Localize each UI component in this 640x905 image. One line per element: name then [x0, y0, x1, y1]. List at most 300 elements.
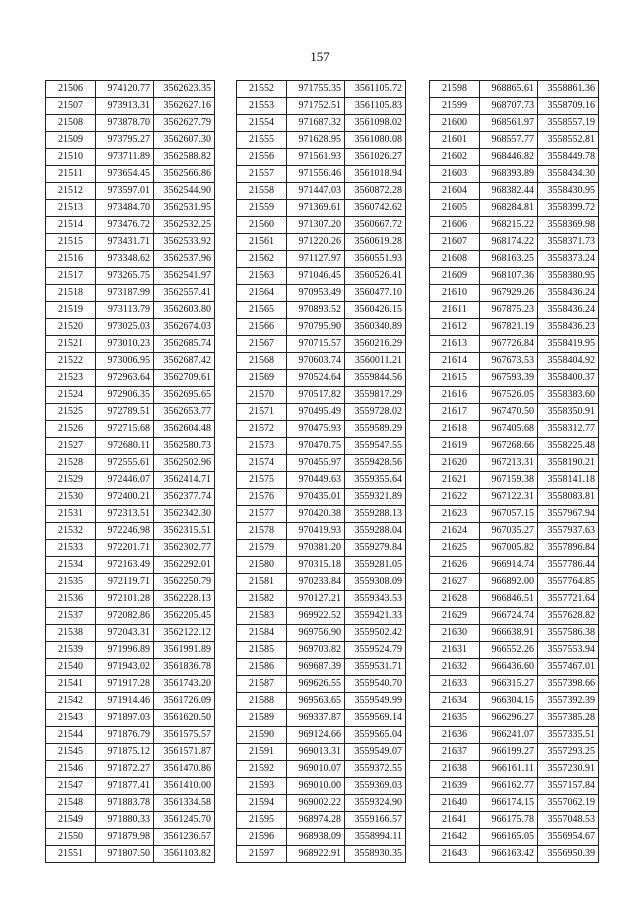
table-row — [46, 506, 215, 523]
point-number-cell: 21631 — [430, 642, 480, 659]
point-number-cell: 21567 — [237, 336, 287, 353]
table-row — [237, 829, 406, 846]
point-number-cell: 21623 — [430, 506, 480, 523]
point-number-cell: 21553 — [237, 98, 287, 115]
x-coordinate-cell: 973113.79 — [96, 302, 154, 319]
table-row — [430, 778, 599, 795]
x-coordinate-cell: 968107.36 — [480, 268, 538, 285]
y-coordinate-cell: 3558141.18 — [538, 472, 599, 489]
table-row — [237, 166, 406, 183]
point-number-cell: 21527 — [46, 438, 96, 455]
table-row — [237, 234, 406, 251]
y-coordinate-cell: 3557048.53 — [538, 812, 599, 829]
table-row — [430, 166, 599, 183]
y-coordinate-cell: 3559369.03 — [345, 778, 406, 795]
point-number-cell: 21614 — [430, 353, 480, 370]
point-number-cell: 21618 — [430, 421, 480, 438]
x-coordinate-cell: 966436.60 — [480, 659, 538, 676]
table-row — [46, 846, 215, 863]
point-number-cell: 21542 — [46, 693, 96, 710]
point-number-cell: 21632 — [430, 659, 480, 676]
y-coordinate-cell: 3558400.37 — [538, 370, 599, 387]
point-number-cell: 21634 — [430, 693, 480, 710]
y-coordinate-cell: 3561571.87 — [154, 744, 215, 761]
table-row — [430, 149, 599, 166]
table-row — [237, 710, 406, 727]
point-number-cell: 21557 — [237, 166, 287, 183]
table-row — [430, 523, 599, 540]
point-number-cell: 21511 — [46, 166, 96, 183]
x-coordinate-cell: 967159.38 — [480, 472, 538, 489]
x-coordinate-cell: 972201.71 — [96, 540, 154, 557]
point-number-cell: 21575 — [237, 472, 287, 489]
x-coordinate-cell: 966914.74 — [480, 557, 538, 574]
page-number: 157 — [310, 49, 330, 64]
point-number-cell: 21524 — [46, 387, 96, 404]
x-coordinate-cell: 971943.02 — [96, 659, 154, 676]
point-number-cell: 21554 — [237, 115, 287, 132]
table-row — [237, 200, 406, 217]
y-coordinate-cell: 3559549.99 — [345, 693, 406, 710]
point-number-cell: 21589 — [237, 710, 287, 727]
x-coordinate-cell: 971369.61 — [287, 200, 345, 217]
point-number-cell: 21506 — [46, 81, 96, 98]
point-number-cell: 21585 — [237, 642, 287, 659]
y-coordinate-cell: 3557392.39 — [538, 693, 599, 710]
table-row — [46, 591, 215, 608]
y-coordinate-cell: 3560011.21 — [345, 353, 406, 370]
x-coordinate-cell: 971556.46 — [287, 166, 345, 183]
x-coordinate-cell: 971883.78 — [96, 795, 154, 812]
y-coordinate-cell: 3562566.86 — [154, 166, 215, 183]
x-coordinate-cell: 972789.51 — [96, 404, 154, 421]
x-coordinate-cell: 972715.68 — [96, 421, 154, 438]
point-number-cell: 21560 — [237, 217, 287, 234]
y-coordinate-cell: 3558373.24 — [538, 251, 599, 268]
table-row — [237, 438, 406, 455]
y-coordinate-cell: 3559569.14 — [345, 710, 406, 727]
x-coordinate-cell: 972555.61 — [96, 455, 154, 472]
table-row — [46, 132, 215, 149]
y-coordinate-cell: 3557896.84 — [538, 540, 599, 557]
table-row — [430, 132, 599, 149]
y-coordinate-cell: 3562607.30 — [154, 132, 215, 149]
point-number-cell: 21581 — [237, 574, 287, 591]
x-coordinate-cell: 966638.91 — [480, 625, 538, 642]
point-number-cell: 21558 — [237, 183, 287, 200]
point-number-cell: 21636 — [430, 727, 480, 744]
y-coordinate-cell: 3562557.41 — [154, 285, 215, 302]
table-row — [46, 81, 215, 98]
point-number-cell: 21586 — [237, 659, 287, 676]
y-coordinate-cell: 3557721.64 — [538, 591, 599, 608]
x-coordinate-cell: 971872.27 — [96, 761, 154, 778]
x-coordinate-cell: 966241.07 — [480, 727, 538, 744]
table-row — [46, 778, 215, 795]
point-number-cell: 21597 — [237, 846, 287, 863]
y-coordinate-cell: 3558225.48 — [538, 438, 599, 455]
y-coordinate-cell: 3558994.11 — [345, 829, 406, 846]
x-coordinate-cell: 968163.25 — [480, 251, 538, 268]
y-coordinate-cell: 3559547.55 — [345, 438, 406, 455]
y-coordinate-cell: 3559324.90 — [345, 795, 406, 812]
point-number-cell: 21523 — [46, 370, 96, 387]
point-number-cell: 21559 — [237, 200, 287, 217]
x-coordinate-cell: 971127.97 — [287, 251, 345, 268]
x-coordinate-cell: 972119.71 — [96, 574, 154, 591]
table-row — [46, 285, 215, 302]
y-coordinate-cell: 3557764.85 — [538, 574, 599, 591]
y-coordinate-cell: 3557786.44 — [538, 557, 599, 574]
x-coordinate-cell: 969922.52 — [287, 608, 345, 625]
y-coordinate-cell: 3561236.57 — [154, 829, 215, 846]
y-coordinate-cell: 3562205.45 — [154, 608, 215, 625]
point-number-cell: 21547 — [46, 778, 96, 795]
table-row — [430, 370, 599, 387]
y-coordinate-cell: 3562544.90 — [154, 183, 215, 200]
table-row — [237, 285, 406, 302]
table-row — [430, 625, 599, 642]
y-coordinate-cell: 3562531.95 — [154, 200, 215, 217]
y-coordinate-cell: 3557335.51 — [538, 727, 599, 744]
x-coordinate-cell: 967268.66 — [480, 438, 538, 455]
table-row — [46, 625, 215, 642]
table-row — [237, 98, 406, 115]
table-row — [237, 149, 406, 166]
x-coordinate-cell: 968284.81 — [480, 200, 538, 217]
table-row — [430, 115, 599, 132]
y-coordinate-cell: 3558449.78 — [538, 149, 599, 166]
table-row — [46, 608, 215, 625]
point-number-cell: 21576 — [237, 489, 287, 506]
x-coordinate-cell: 969756.90 — [287, 625, 345, 642]
x-coordinate-cell: 973348.62 — [96, 251, 154, 268]
y-coordinate-cell: 3562533.92 — [154, 234, 215, 251]
y-coordinate-cell: 3558083.81 — [538, 489, 599, 506]
x-coordinate-cell: 967213.31 — [480, 455, 538, 472]
point-number-cell: 21536 — [46, 591, 96, 608]
y-coordinate-cell: 3557230.91 — [538, 761, 599, 778]
x-coordinate-cell: 968215.22 — [480, 217, 538, 234]
point-number-cell: 21599 — [430, 98, 480, 115]
point-number-cell: 21521 — [46, 336, 96, 353]
point-number-cell: 21515 — [46, 234, 96, 251]
x-coordinate-cell: 969010.07 — [287, 761, 345, 778]
table-row — [237, 302, 406, 319]
y-coordinate-cell: 3558436.23 — [538, 319, 599, 336]
table-row — [46, 795, 215, 812]
y-coordinate-cell: 3558709.16 — [538, 98, 599, 115]
point-number-cell: 21627 — [430, 574, 480, 591]
point-number-cell: 21514 — [46, 217, 96, 234]
x-coordinate-cell: 971875.12 — [96, 744, 154, 761]
point-number-cell: 21595 — [237, 812, 287, 829]
y-coordinate-cell: 3561470.86 — [154, 761, 215, 778]
x-coordinate-cell: 970524.64 — [287, 370, 345, 387]
y-coordinate-cell: 3559524.79 — [345, 642, 406, 659]
x-coordinate-cell: 970419.93 — [287, 523, 345, 540]
table-row — [430, 676, 599, 693]
table-row — [237, 404, 406, 421]
x-coordinate-cell: 970315.18 — [287, 557, 345, 574]
y-coordinate-cell: 3559502.42 — [345, 625, 406, 642]
x-coordinate-cell: 969337.87 — [287, 710, 345, 727]
table-row — [46, 710, 215, 727]
x-coordinate-cell: 968557.77 — [480, 132, 538, 149]
x-coordinate-cell: 967005.82 — [480, 540, 538, 557]
y-coordinate-cell: 3559343.53 — [345, 591, 406, 608]
y-coordinate-cell: 3558861.36 — [538, 81, 599, 98]
x-coordinate-cell: 968561.97 — [480, 115, 538, 132]
point-number-cell: 21574 — [237, 455, 287, 472]
x-coordinate-cell: 972246.98 — [96, 523, 154, 540]
y-coordinate-cell: 3560340.89 — [345, 319, 406, 336]
x-coordinate-cell: 972313.51 — [96, 506, 154, 523]
point-number-cell: 21522 — [46, 353, 96, 370]
y-coordinate-cell: 3557062.19 — [538, 795, 599, 812]
x-coordinate-cell: 970470.75 — [287, 438, 345, 455]
x-coordinate-cell: 971046.45 — [287, 268, 345, 285]
table-row — [237, 523, 406, 540]
point-number-cell: 21582 — [237, 591, 287, 608]
x-coordinate-cell: 966199.27 — [480, 744, 538, 761]
x-coordinate-cell: 973913.31 — [96, 98, 154, 115]
y-coordinate-cell: 3562627.79 — [154, 115, 215, 132]
point-number-cell: 21534 — [46, 557, 96, 574]
table-row — [46, 353, 215, 370]
table-row — [237, 319, 406, 336]
y-coordinate-cell: 3558404.92 — [538, 353, 599, 370]
point-number-cell: 21562 — [237, 251, 287, 268]
point-number-cell: 21635 — [430, 710, 480, 727]
y-coordinate-cell: 3560477.10 — [345, 285, 406, 302]
x-coordinate-cell: 966175.78 — [480, 812, 538, 829]
x-coordinate-cell: 968446.82 — [480, 149, 538, 166]
point-number-cell: 21516 — [46, 251, 96, 268]
x-coordinate-cell: 972101.28 — [96, 591, 154, 608]
point-number-cell: 21568 — [237, 353, 287, 370]
table-row — [430, 268, 599, 285]
point-number-cell: 21520 — [46, 319, 96, 336]
point-number-cell: 21529 — [46, 472, 96, 489]
y-coordinate-cell: 3561245.70 — [154, 812, 215, 829]
table-row — [46, 98, 215, 115]
x-coordinate-cell: 971914.46 — [96, 693, 154, 710]
x-coordinate-cell: 967122.31 — [480, 489, 538, 506]
table-row — [46, 370, 215, 387]
y-coordinate-cell: 3559728.02 — [345, 404, 406, 421]
table-row — [430, 472, 599, 489]
y-coordinate-cell: 3558552.81 — [538, 132, 599, 149]
table-row — [430, 557, 599, 574]
x-coordinate-cell: 971897.03 — [96, 710, 154, 727]
point-number-cell: 21629 — [430, 608, 480, 625]
table-row — [46, 642, 215, 659]
point-number-cell: 21602 — [430, 149, 480, 166]
point-number-cell: 21639 — [430, 778, 480, 795]
point-number-cell: 21584 — [237, 625, 287, 642]
point-number-cell: 21548 — [46, 795, 96, 812]
y-coordinate-cell: 3561018.94 — [345, 166, 406, 183]
y-coordinate-cell: 3560426.15 — [345, 302, 406, 319]
y-coordinate-cell: 3558930.35 — [345, 846, 406, 863]
y-coordinate-cell: 3559288.04 — [345, 523, 406, 540]
point-number-cell: 21543 — [46, 710, 96, 727]
point-number-cell: 21615 — [430, 370, 480, 387]
point-number-cell: 21616 — [430, 387, 480, 404]
y-coordinate-cell: 3562302.77 — [154, 540, 215, 557]
x-coordinate-cell: 971307.20 — [287, 217, 345, 234]
point-number-cell: 21592 — [237, 761, 287, 778]
point-number-cell: 21544 — [46, 727, 96, 744]
x-coordinate-cell: 969687.39 — [287, 659, 345, 676]
table-row — [430, 404, 599, 421]
table-row — [237, 217, 406, 234]
table-row — [237, 625, 406, 642]
table-row — [430, 251, 599, 268]
y-coordinate-cell: 3559589.29 — [345, 421, 406, 438]
x-coordinate-cell: 972163.49 — [96, 557, 154, 574]
point-number-cell: 21569 — [237, 370, 287, 387]
y-coordinate-cell: 3560667.72 — [345, 217, 406, 234]
y-coordinate-cell: 3562537.96 — [154, 251, 215, 268]
table-row — [237, 659, 406, 676]
y-coordinate-cell: 3562315.51 — [154, 523, 215, 540]
point-number-cell: 21563 — [237, 268, 287, 285]
table-row — [46, 744, 215, 761]
y-coordinate-cell: 3558371.73 — [538, 234, 599, 251]
x-coordinate-cell: 971879.98 — [96, 829, 154, 846]
table-row — [430, 642, 599, 659]
y-coordinate-cell: 3559540.70 — [345, 676, 406, 693]
table-row — [430, 574, 599, 591]
point-number-cell: 21603 — [430, 166, 480, 183]
point-number-cell: 21594 — [237, 795, 287, 812]
y-coordinate-cell: 3561410.00 — [154, 778, 215, 795]
point-number-cell: 21556 — [237, 149, 287, 166]
table-row — [46, 523, 215, 540]
x-coordinate-cell: 971807.50 — [96, 846, 154, 863]
y-coordinate-cell: 3558312.77 — [538, 421, 599, 438]
x-coordinate-cell: 966296.27 — [480, 710, 538, 727]
point-number-cell: 21588 — [237, 693, 287, 710]
y-coordinate-cell: 3562250.79 — [154, 574, 215, 591]
table-row — [430, 302, 599, 319]
y-coordinate-cell: 3560619.28 — [345, 234, 406, 251]
y-coordinate-cell: 3559565.04 — [345, 727, 406, 744]
table-row — [46, 829, 215, 846]
table-row — [237, 557, 406, 574]
table-row — [430, 761, 599, 778]
table-row — [430, 540, 599, 557]
point-number-cell: 21571 — [237, 404, 287, 421]
point-number-cell: 21550 — [46, 829, 96, 846]
x-coordinate-cell: 972043.31 — [96, 625, 154, 642]
y-coordinate-cell: 3559321.89 — [345, 489, 406, 506]
x-coordinate-cell: 966724.74 — [480, 608, 538, 625]
x-coordinate-cell: 966165.05 — [480, 829, 538, 846]
table-row — [237, 387, 406, 404]
point-number-cell: 21532 — [46, 523, 96, 540]
x-coordinate-cell: 973711.89 — [96, 149, 154, 166]
x-coordinate-cell: 970475.93 — [287, 421, 345, 438]
x-coordinate-cell: 967821.19 — [480, 319, 538, 336]
x-coordinate-cell: 970495.49 — [287, 404, 345, 421]
table-row — [46, 234, 215, 251]
table-row — [430, 234, 599, 251]
x-coordinate-cell: 966161.11 — [480, 761, 538, 778]
x-coordinate-cell: 967470.50 — [480, 404, 538, 421]
point-number-cell: 21564 — [237, 285, 287, 302]
table-row — [46, 761, 215, 778]
point-number-cell: 21613 — [430, 336, 480, 353]
point-number-cell: 21587 — [237, 676, 287, 693]
x-coordinate-cell: 971220.26 — [287, 234, 345, 251]
table-row — [237, 455, 406, 472]
table-row — [237, 115, 406, 132]
table-row — [237, 540, 406, 557]
table-row — [430, 693, 599, 710]
point-number-cell: 21551 — [46, 846, 96, 863]
x-coordinate-cell: 968382.44 — [480, 183, 538, 200]
y-coordinate-cell: 3558436.24 — [538, 302, 599, 319]
x-coordinate-cell: 972446.07 — [96, 472, 154, 489]
point-number-cell: 21530 — [46, 489, 96, 506]
point-number-cell: 21590 — [237, 727, 287, 744]
table-row — [46, 183, 215, 200]
y-coordinate-cell: 3561836.78 — [154, 659, 215, 676]
y-coordinate-cell: 3556954.67 — [538, 829, 599, 846]
y-coordinate-cell: 3561098.02 — [345, 115, 406, 132]
table-row — [46, 217, 215, 234]
point-number-cell: 21640 — [430, 795, 480, 812]
point-number-cell: 21577 — [237, 506, 287, 523]
x-coordinate-cell: 971880.33 — [96, 812, 154, 829]
x-coordinate-cell: 969124.66 — [287, 727, 345, 744]
x-coordinate-cell: 970953.49 — [287, 285, 345, 302]
x-coordinate-cell: 973431.71 — [96, 234, 154, 251]
x-coordinate-cell: 971877.41 — [96, 778, 154, 795]
x-coordinate-cell: 973006.95 — [96, 353, 154, 370]
point-number-cell: 21628 — [430, 591, 480, 608]
x-coordinate-cell: 966846.51 — [480, 591, 538, 608]
y-coordinate-cell: 3561103.82 — [154, 846, 215, 863]
x-coordinate-cell: 972082.86 — [96, 608, 154, 625]
table-row — [430, 727, 599, 744]
point-number-cell: 21513 — [46, 200, 96, 217]
y-coordinate-cell: 3556950.39 — [538, 846, 599, 863]
x-coordinate-cell: 970449.63 — [287, 472, 345, 489]
y-coordinate-cell: 3560551.93 — [345, 251, 406, 268]
y-coordinate-cell: 3558380.95 — [538, 268, 599, 285]
point-number-cell: 21638 — [430, 761, 480, 778]
point-number-cell: 21617 — [430, 404, 480, 421]
y-coordinate-cell: 3558436.24 — [538, 285, 599, 302]
table-row — [237, 676, 406, 693]
point-number-cell: 21538 — [46, 625, 96, 642]
point-number-cell: 21537 — [46, 608, 96, 625]
x-coordinate-cell: 970455.97 — [287, 455, 345, 472]
point-number-cell: 21510 — [46, 149, 96, 166]
point-number-cell: 21637 — [430, 744, 480, 761]
table-row — [430, 659, 599, 676]
x-coordinate-cell: 972680.11 — [96, 438, 154, 455]
point-number-cell: 21580 — [237, 557, 287, 574]
x-coordinate-cell: 973265.75 — [96, 268, 154, 285]
x-coordinate-cell: 968393.89 — [480, 166, 538, 183]
table-row — [237, 693, 406, 710]
point-number-cell: 21642 — [430, 829, 480, 846]
